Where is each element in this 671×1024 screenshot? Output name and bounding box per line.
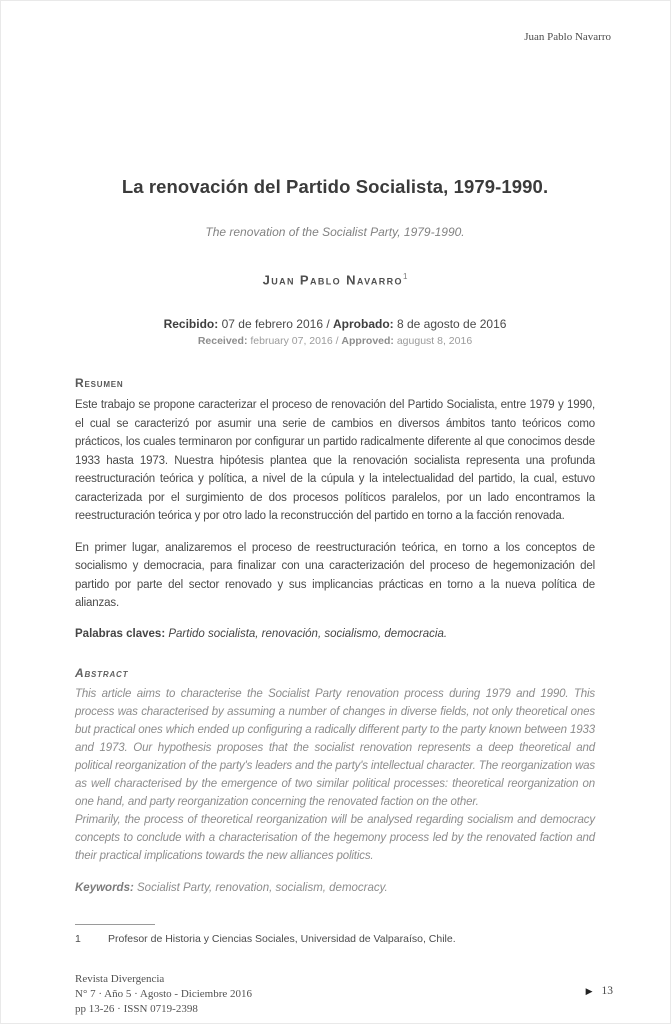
resumen-paragraph-2: En primer lugar, analizaremos el proceso de reestructuración teórica, en torno a los conceptos de socialismo y democracia, para finalizar con una caracterización del proceso de hegemonización del partido por parte del sector renovado y sus implicancias prácticas en torno a la nueva política de alianzas. [75,541,595,610]
journal-name: Revista Divergencia [75,973,165,985]
abstract-heading: Abstract [75,665,129,680]
journal-pages-issn: pp 13-26 · ISSN 0719-2398 [75,1003,198,1015]
resumen-paragraph-1: Este trabajo se propone caracterizar el proceso de renovación del Partido Socialista, entre 1979 y 1990, el cual se caracterizó por asumir una serie de cambios en diversos ámbitos tanto teóricos como prácticos, los cuales terminaron por configurar un partido radicalmente diferente al que conocimos desde 1933 hasta 1973. Nuestra hipótesis plantea que la renovación socialista representa una profunda reestructuración teórica y política, a nivel de la cúpula y la intelectualidad del partido, la cual, estuvo caracterizada por el surgimiento de dos procesos políticos paralelos, por un lado encontramos la reestructuración teórica y por otro lado la reconstrucción del partido en torno a la facción renovada. [75,399,595,523]
recibido-value: 07 de febrero 2016 / [218,317,333,332]
footnote-divider [75,924,155,925]
keywords-label: Keywords: [75,881,134,894]
keywords-line [75,882,595,894]
article-subtitle-english: The renovation of the Socialist Party, 1979-1990. [205,225,465,239]
footnote-number: 1 [75,933,81,945]
article-title: La renovación del Partido Socialista, 1979-1990. [121,176,549,197]
footnote-block [75,924,595,945]
approved-value: agugust 8, 2016 [393,335,473,348]
received-label: Received: [197,335,248,348]
author-footnote-ref: 1 [402,272,408,281]
footnote-text: Profesor de Historia y Ciencias Sociales, Universidad de Valparaíso, Chile. [108,933,456,945]
keywords-value: Socialist Party, renovation, socialism, democracy. [137,881,388,894]
aprobado-value: 8 de agosto de 2016 [393,317,507,332]
journal-issue-info: N° 7 · Año 5 · Agosto - Diciembre 2016 [75,988,253,1000]
palabras-claves-label: Palabras claves: [75,627,166,640]
abstract-paragraph-1: This article aims to characterise the Socialist Party renovation process during 1979 and 1990. This process was characterised by assuming a number of changes in diverse fields, not only theoretical ones but practical ones which ended up configuring a radically different party to the party known between 1933 and 1973. Our hypothesis proposes that the socialist renovation represents a deep theoretical and political reorganization of the party's leaders and the party's intellectual character. The reorganization was as well characterised by the emergence of two similar political processes: theoretical reorganization on one hand, and party reorganization concerning the renovated faction on the other. [75,687,595,808]
abstract-paragraph-2: Primarily, the process of theoretical reorganization will be analysed regarding socialism and democracy concepts to conclude with a characterisation of the hegemony process led by the renovated faction and their practical implications towards the new alliances politics. [75,813,595,862]
page-marker-icon: ▶ [585,986,593,996]
author-line [75,272,595,287]
page-number-block [586,984,613,999]
approved-label: Approved: [341,335,394,348]
resumen-heading: Resumen [75,376,124,391]
article-content [75,0,595,894]
running-head-author: Juan Pablo Navarro [524,31,611,43]
page-footer [75,972,613,1017]
palabras-claves-value: Partido socialista, renovación, socialismo, democracia. [168,627,448,640]
recibido-label: Recibido: [163,317,219,332]
author-name: Juan Pablo Navarro [262,272,403,288]
received-value: february 07, 2016 / [247,335,342,348]
journal-info-block [75,972,252,1017]
dates-line-spanish [75,317,595,331]
palabras-claves-line [75,628,595,640]
aprobado-label: Aprobado: [333,317,394,332]
dates-line-english [75,335,595,347]
page-number: 13 [601,985,613,997]
footnote-row [75,933,595,945]
